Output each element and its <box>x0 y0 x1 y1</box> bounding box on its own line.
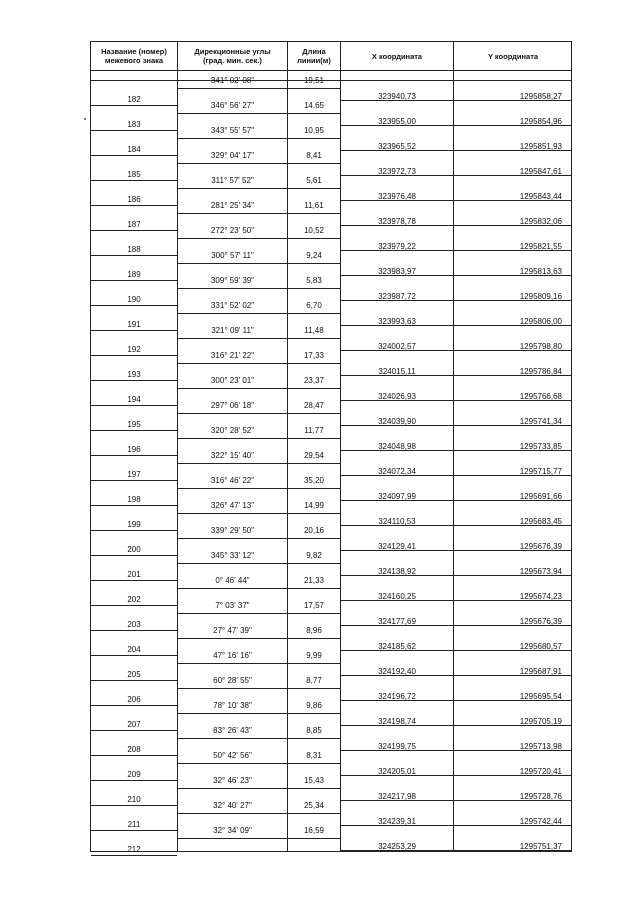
segment-divider <box>178 138 340 139</box>
segment-length: 14,65 <box>303 101 325 110</box>
segment-length: 8,31 <box>306 751 322 760</box>
point-x-coordinate: 324196,72 <box>378 692 416 701</box>
point-divider <box>341 225 571 226</box>
segment-length: 8,41 <box>306 151 322 160</box>
point-y-coordinate: 1295674,23 <box>519 592 562 601</box>
point-x-coordinate: 323976,48 <box>378 192 416 201</box>
point-name: 182 <box>127 95 141 104</box>
segment-length: 8,85 <box>306 726 322 735</box>
segment-angle: 345° 33' 12" <box>210 551 255 560</box>
segment-angle: 0° 46' 44" <box>215 576 250 585</box>
segment-divider <box>178 588 340 589</box>
segment-angle: 339° 29' 50" <box>210 526 255 535</box>
point-divider <box>341 400 571 401</box>
point-divider <box>341 725 571 726</box>
point-y-coordinate: 1295813,63 <box>519 267 562 276</box>
point-y-coordinate: 1295728,76 <box>519 792 562 801</box>
point-y-coordinate: 1295843,44 <box>519 192 562 201</box>
segment-divider <box>178 638 340 639</box>
point-divider <box>341 175 571 176</box>
point-divider <box>341 825 571 826</box>
segment-angle: 343° 55' 57" <box>210 126 255 135</box>
point-x-coordinate: 323955,00 <box>378 117 416 126</box>
point-y-coordinate: 1295806,00 <box>519 317 562 326</box>
segment-divider <box>178 563 340 564</box>
header-x-coordinate: X координата <box>371 51 423 61</box>
segment-angle: 7° 03' 37" <box>215 601 250 610</box>
point-name: 197 <box>127 470 141 479</box>
point-divider <box>341 650 571 651</box>
point-name: 185 <box>127 170 141 179</box>
segment-divider <box>178 538 340 539</box>
point-divider <box>91 380 177 381</box>
point-name: 198 <box>127 495 141 504</box>
segment-length: 17,57 <box>303 601 325 610</box>
segment-angle: 32° 46' 23" <box>213 776 252 785</box>
segment-divider <box>178 313 340 314</box>
point-y-coordinate: 1295733,85 <box>519 442 562 451</box>
point-x-coordinate: 324048,98 <box>378 442 416 451</box>
point-name: 188 <box>127 245 141 254</box>
segment-angle: 297° 06' 18" <box>210 401 255 410</box>
segment-length: 16,59 <box>303 826 325 835</box>
point-divider <box>91 755 177 756</box>
point-name: 193 <box>127 370 141 379</box>
segment-length: 14,99 <box>303 501 325 510</box>
point-y-coordinate: 1295687,91 <box>519 667 562 676</box>
point-divider <box>341 525 571 526</box>
point-divider <box>91 405 177 406</box>
point-name: 210 <box>127 795 141 804</box>
point-divider <box>91 230 177 231</box>
segment-angle: 27° 47' 39" <box>213 626 252 635</box>
segment-angle: 346° 56' 27" <box>210 101 255 110</box>
segment-length: 11,48 <box>304 326 324 335</box>
point-y-coordinate: 1295720,41 <box>519 767 562 776</box>
point-divider <box>91 780 177 781</box>
point-x-coordinate: 323940,73 <box>378 92 416 101</box>
point-divider <box>341 600 571 601</box>
point-divider <box>341 550 571 551</box>
point-name: 189 <box>127 270 141 279</box>
segment-divider <box>178 488 340 489</box>
point-y-coordinate: 1295741,34 <box>519 417 562 426</box>
segment-length: 21,33 <box>303 576 325 585</box>
point-x-coordinate: 323978,78 <box>378 217 416 226</box>
point-name: 187 <box>127 220 141 229</box>
point-x-coordinate: 324026,93 <box>378 392 416 401</box>
scan-speck <box>84 118 86 120</box>
segment-length: 9,86 <box>306 701 322 710</box>
point-y-coordinate: 1295821,55 <box>519 242 562 251</box>
point-name: 195 <box>127 420 141 429</box>
point-divider <box>91 830 177 831</box>
point-divider <box>341 850 571 851</box>
segment-length: 9,82 <box>306 551 322 560</box>
point-name: 207 <box>127 720 141 729</box>
segment-angle: 321° 09' 11" <box>211 326 254 335</box>
point-divider <box>341 375 571 376</box>
point-divider <box>341 675 571 676</box>
point-x-coordinate: 324253,29 <box>378 842 416 851</box>
segment-angle: 281° 25' 34" <box>210 201 255 210</box>
segment-angle: 331° 52' 02" <box>210 301 255 310</box>
point-y-coordinate: 1295673,94 <box>519 567 562 576</box>
segment-angle: 322° 15' 40" <box>210 451 255 460</box>
point-y-coordinate: 1295695,54 <box>519 692 562 701</box>
point-y-coordinate: 1295854,96 <box>519 117 562 126</box>
segment-angle: 32° 34' 09" <box>213 826 252 835</box>
point-x-coordinate: 324110,53 <box>378 517 416 526</box>
segment-length: 28,47 <box>303 401 325 410</box>
point-name: 194 <box>127 395 141 404</box>
point-divider <box>341 450 571 451</box>
segment-angle: 300° 23' 01" <box>210 376 255 385</box>
point-divider <box>91 530 177 531</box>
point-y-coordinate: 1295809,16 <box>519 292 562 301</box>
segment-angle: 83° 26' 43" <box>213 726 252 735</box>
segment-divider <box>178 688 340 689</box>
point-name: 186 <box>127 195 141 204</box>
point-divider <box>341 800 571 801</box>
point-divider <box>91 505 177 506</box>
segment-divider <box>178 663 340 664</box>
point-divider <box>341 100 571 101</box>
point-divider <box>341 750 571 751</box>
point-divider <box>341 350 571 351</box>
segment-angle: 78° 10' 38" <box>213 701 252 710</box>
segment-divider <box>178 163 340 164</box>
segment-length: 23,37 <box>303 376 325 385</box>
coordinates-table <box>90 41 572 852</box>
segment-angle: 341° 02' 08" <box>210 76 255 85</box>
segment-angle: 300° 57' 11" <box>211 251 254 260</box>
segment-length: 6,70 <box>306 301 322 310</box>
point-name: 206 <box>127 695 141 704</box>
point-x-coordinate: 323983,97 <box>378 267 416 276</box>
segment-divider <box>178 213 340 214</box>
segment-divider <box>178 363 340 364</box>
point-name: 190 <box>127 295 141 304</box>
point-name: 200 <box>127 545 141 554</box>
point-x-coordinate: 324198,74 <box>378 717 416 726</box>
point-divider <box>91 205 177 206</box>
point-divider <box>91 330 177 331</box>
point-divider <box>91 280 177 281</box>
segment-divider <box>178 713 340 714</box>
segment-length: 20,16 <box>303 526 325 535</box>
point-divider <box>91 655 177 656</box>
point-divider <box>341 325 571 326</box>
point-divider <box>91 480 177 481</box>
segment-divider <box>178 388 340 389</box>
point-x-coordinate: 324072,34 <box>378 467 416 476</box>
point-divider <box>341 425 571 426</box>
segment-length: 10,52 <box>303 226 325 235</box>
point-divider <box>91 855 177 856</box>
point-y-coordinate: 1295705,19 <box>519 717 562 726</box>
point-divider <box>341 575 571 576</box>
point-x-coordinate: 324217,98 <box>378 792 416 801</box>
point-x-coordinate: 324239,31 <box>378 817 416 826</box>
point-divider <box>341 625 571 626</box>
point-x-coordinate: 324039,90 <box>378 417 416 426</box>
point-y-coordinate: 1295766,68 <box>519 392 562 401</box>
point-divider <box>91 705 177 706</box>
point-divider <box>91 605 177 606</box>
segment-length: 5,83 <box>306 276 322 285</box>
header-line-length: Длина линии(м) <box>297 47 331 65</box>
point-divider <box>91 255 177 256</box>
segment-divider <box>178 88 340 89</box>
point-y-coordinate: 1295713,98 <box>519 742 562 751</box>
segment-divider <box>178 113 340 114</box>
segment-divider <box>178 338 340 339</box>
segment-angle: 316° 21' 22" <box>210 351 255 360</box>
segment-length: 9,24 <box>306 251 322 260</box>
point-name: 208 <box>127 745 141 754</box>
point-y-coordinate: 1295691,66 <box>519 492 562 501</box>
point-x-coordinate: 324138,92 <box>378 567 416 576</box>
segment-length: 29,54 <box>303 451 325 460</box>
point-divider <box>91 455 177 456</box>
point-y-coordinate: 1295680,57 <box>519 642 562 651</box>
point-y-coordinate: 1295851,93 <box>519 142 562 151</box>
segment-length: 19,51 <box>303 76 325 85</box>
point-divider <box>91 305 177 306</box>
segment-divider <box>178 513 340 514</box>
point-x-coordinate: 324205,01 <box>378 767 416 776</box>
point-x-coordinate: 324199,75 <box>378 742 416 751</box>
point-divider <box>341 125 571 126</box>
point-name: 183 <box>127 120 141 129</box>
point-divider <box>341 200 571 201</box>
point-name: 203 <box>127 620 141 629</box>
point-name: 212 <box>127 845 141 854</box>
point-x-coordinate: 324002,57 <box>378 342 416 351</box>
point-divider <box>341 500 571 501</box>
point-y-coordinate: 1295742,44 <box>519 817 562 826</box>
segment-angle: 326° 47' 13" <box>210 501 255 510</box>
point-name: 199 <box>127 520 141 529</box>
point-name: 196 <box>127 445 141 454</box>
segment-length: 11,61 <box>304 201 324 210</box>
point-divider <box>91 555 177 556</box>
point-y-coordinate: 1295676,39 <box>519 542 562 551</box>
point-divider <box>91 805 177 806</box>
segment-divider <box>178 463 340 464</box>
segment-length: 25,34 <box>303 801 325 810</box>
segment-length: 9,99 <box>306 651 322 660</box>
segment-angle: 47° 16' 16" <box>213 651 252 660</box>
segment-divider <box>178 438 340 439</box>
segment-angle: 316° 46' 22" <box>210 476 255 485</box>
segment-length: 8,77 <box>306 676 322 685</box>
point-divider <box>91 730 177 731</box>
segment-length: 17,33 <box>303 351 325 360</box>
point-divider <box>91 680 177 681</box>
segment-divider <box>178 613 340 614</box>
segment-divider <box>178 788 340 789</box>
point-divider <box>91 180 177 181</box>
segment-angle: 311° 57' 52" <box>211 176 254 185</box>
point-y-coordinate: 1295683,45 <box>519 517 562 526</box>
segment-angle: 329° 04' 17" <box>210 151 255 160</box>
point-x-coordinate: 323987,72 <box>378 292 416 301</box>
point-x-coordinate: 323993,63 <box>378 317 416 326</box>
point-divider <box>341 300 571 301</box>
point-divider <box>341 275 571 276</box>
point-divider <box>91 580 177 581</box>
point-divider <box>91 105 177 106</box>
point-x-coordinate: 323979,22 <box>378 242 416 251</box>
segment-angle: 32° 40' 27" <box>213 801 252 810</box>
header-divider <box>91 70 571 71</box>
segment-angle: 272° 23' 50" <box>210 226 255 235</box>
point-divider <box>91 630 177 631</box>
header-y-coordinate: Y координата <box>487 51 539 61</box>
point-x-coordinate: 324160,25 <box>378 592 416 601</box>
point-name: 202 <box>127 595 141 604</box>
segment-divider <box>178 813 340 814</box>
point-divider <box>91 155 177 156</box>
segment-length: 10,95 <box>303 126 325 135</box>
point-name: 209 <box>127 770 141 779</box>
point-name: 211 <box>127 820 141 829</box>
header-direction-angle: Дирекционные углы (град. мин. сек.) <box>194 47 271 65</box>
point-name: 192 <box>127 345 141 354</box>
segment-length: 11,77 <box>304 426 324 435</box>
point-divider <box>341 250 571 251</box>
segment-divider <box>178 763 340 764</box>
segment-length: 35,20 <box>303 476 325 485</box>
point-divider <box>341 475 571 476</box>
point-y-coordinate: 1295676,39 <box>519 617 562 626</box>
point-y-coordinate: 1295847,61 <box>519 167 562 176</box>
point-name: 201 <box>127 570 141 579</box>
segment-length: 5,61 <box>306 176 322 185</box>
point-divider <box>91 430 177 431</box>
point-y-coordinate: 1295798,80 <box>519 342 562 351</box>
segment-angle: 309° 59' 39" <box>210 276 255 285</box>
point-x-coordinate: 324097,99 <box>378 492 416 501</box>
point-divider <box>341 775 571 776</box>
segment-divider <box>178 188 340 189</box>
segment-divider <box>178 288 340 289</box>
point-x-coordinate: 324177,69 <box>378 617 416 626</box>
point-x-coordinate: 324185,62 <box>378 642 416 651</box>
segment-divider <box>178 413 340 414</box>
point-name: 204 <box>127 645 141 654</box>
segment-length: 15,43 <box>303 776 325 785</box>
segment-angle: 50° 42' 56" <box>213 751 252 760</box>
point-x-coordinate: 323972,73 <box>378 167 416 176</box>
point-y-coordinate: 1295832,06 <box>519 217 562 226</box>
segment-divider <box>178 263 340 264</box>
segment-divider <box>178 838 340 839</box>
point-divider <box>91 355 177 356</box>
point-x-coordinate: 324015,11 <box>378 367 416 376</box>
point-x-coordinate: 324192,40 <box>378 667 416 676</box>
point-x-coordinate: 324129,41 <box>378 542 416 551</box>
point-name: 205 <box>127 670 141 679</box>
point-divider <box>341 700 571 701</box>
point-name: 184 <box>127 145 141 154</box>
point-y-coordinate: 1295786,84 <box>519 367 562 376</box>
point-divider <box>341 150 571 151</box>
header-point-name: Название (номер) межевого знака <box>101 47 167 65</box>
point-y-coordinate: 1295751,37 <box>519 842 562 851</box>
point-x-coordinate: 323965,52 <box>378 142 416 151</box>
segment-divider <box>178 238 340 239</box>
point-y-coordinate: 1295858,27 <box>519 92 562 101</box>
segment-length: 8,96 <box>306 626 322 635</box>
point-name: 191 <box>127 320 141 329</box>
segment-angle: 320° 28' 52" <box>210 426 255 435</box>
segment-angle: 60° 28' 55" <box>213 676 252 685</box>
segment-divider <box>178 738 340 739</box>
point-divider <box>91 130 177 131</box>
point-y-coordinate: 1295715,77 <box>519 467 562 476</box>
